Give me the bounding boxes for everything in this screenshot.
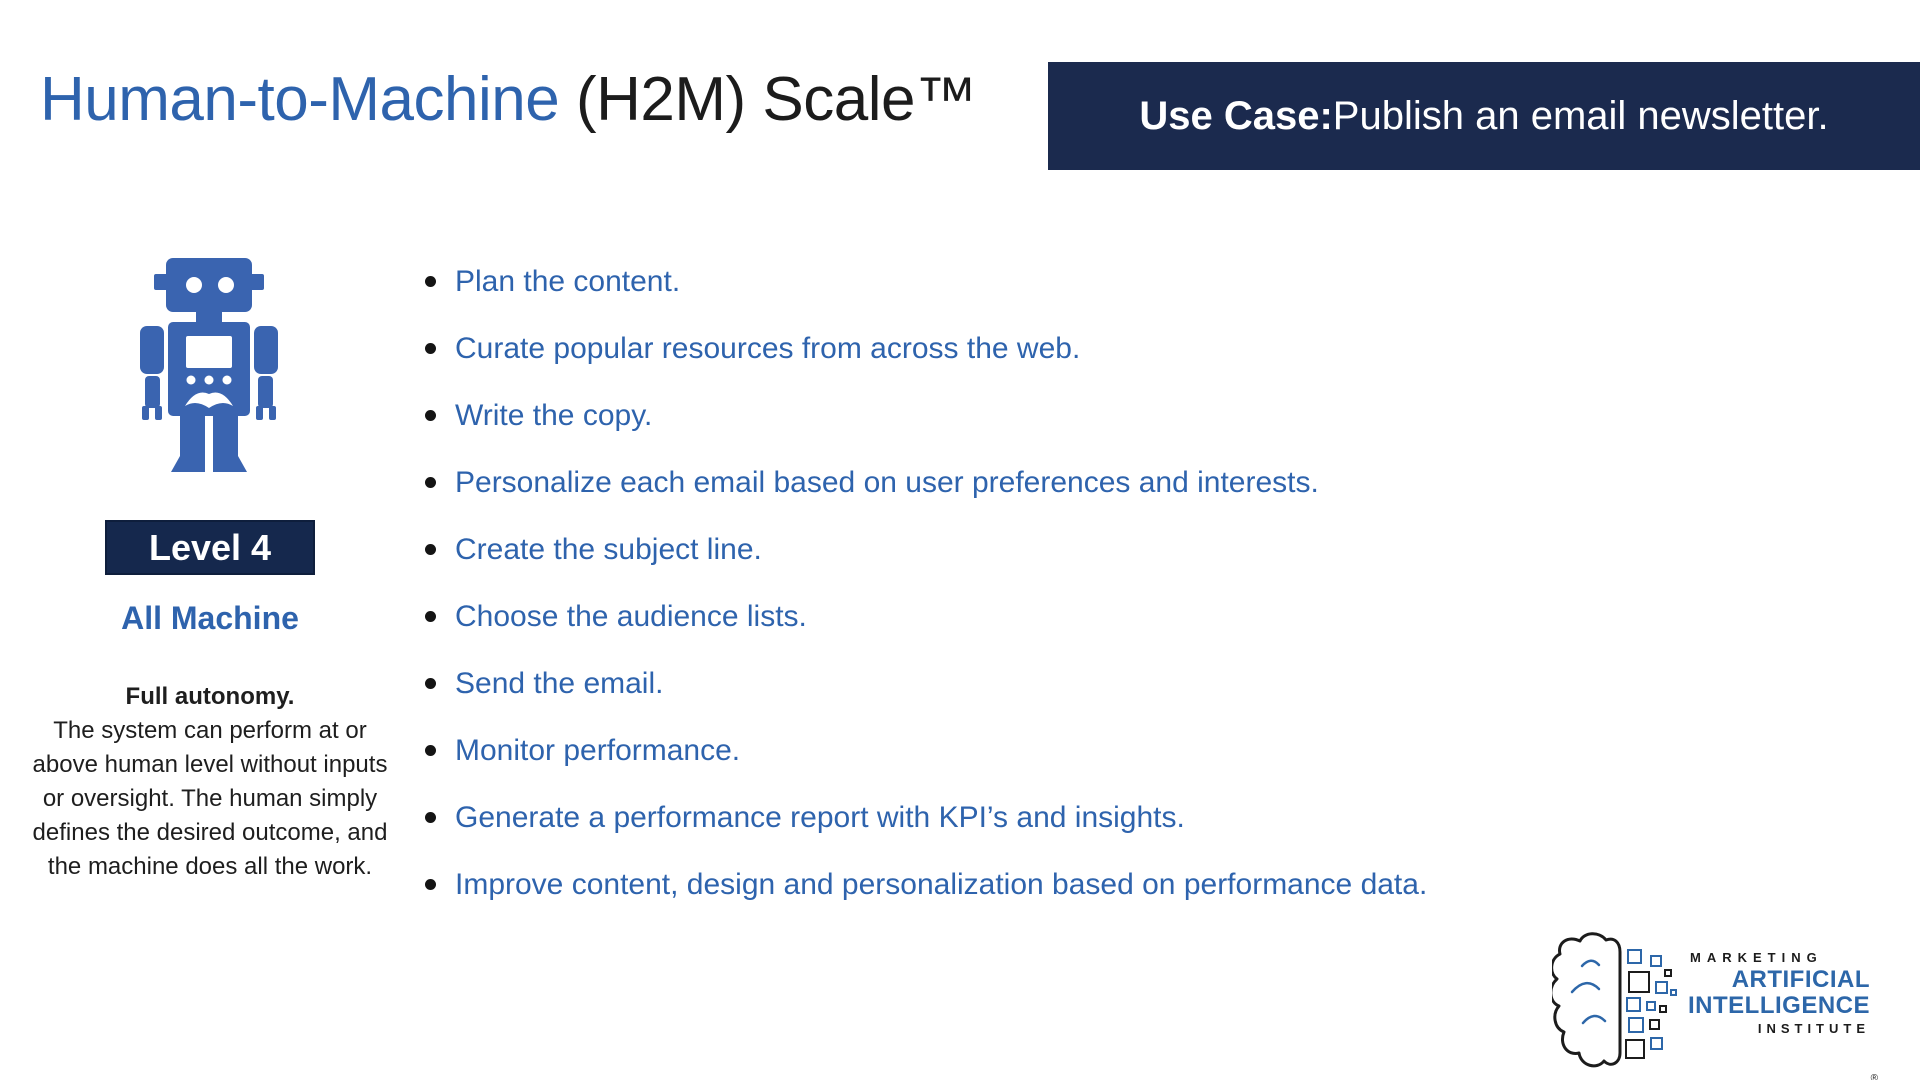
level-name: All Machine bbox=[121, 600, 299, 636]
task-item bbox=[425, 516, 1427, 583]
task-item bbox=[425, 717, 1427, 784]
task-label: Improve content, design and personalization based on performance data. bbox=[455, 867, 1428, 901]
logo-wordmark bbox=[1688, 950, 1878, 1080]
task-label: Choose the audience lists. bbox=[455, 599, 807, 633]
task-label: Write the copy. bbox=[455, 398, 653, 432]
bullet-dot-icon bbox=[425, 745, 436, 756]
level-badge-label: Level 4 bbox=[148, 526, 272, 568]
marketing-ai-institute-logo bbox=[1552, 930, 1912, 1080]
task-label: Personalize each email based on user preferences and interests. bbox=[455, 465, 1319, 499]
use-case-label: Use Case: bbox=[1139, 93, 1333, 138]
use-case-text: Publish an email newsletter. bbox=[1332, 93, 1829, 138]
task-item bbox=[425, 382, 1427, 449]
bullet-dot-icon bbox=[425, 276, 436, 287]
bullet-dot-icon bbox=[425, 410, 436, 421]
task-label: Create the subject line. bbox=[455, 532, 762, 566]
robot-icon bbox=[138, 256, 280, 478]
page-title bbox=[40, 66, 976, 134]
logo-line-institute: INSTITUTE bbox=[1757, 1021, 1870, 1036]
bullet-dot-icon bbox=[425, 343, 436, 354]
bullet-dot-icon bbox=[425, 678, 436, 689]
level-description-body: The system can perform at or above human level without inputs or oversight. The human simply defines the desired outcome, and the machine does all the work. bbox=[32, 717, 388, 880]
level-description bbox=[30, 680, 390, 884]
bullet-dot-icon bbox=[425, 812, 436, 823]
task-item bbox=[425, 851, 1427, 918]
brain-pixel-logo-icon bbox=[1552, 930, 1688, 1080]
task-item bbox=[425, 315, 1427, 382]
title-rest: (H2M) Scale™ bbox=[559, 65, 977, 134]
task-label: Generate a performance report with KPI’s and insights. bbox=[455, 800, 1185, 834]
task-item bbox=[425, 650, 1427, 717]
task-label: Plan the content. bbox=[455, 264, 681, 298]
logo-line-marketing: MARKETING bbox=[1690, 950, 1823, 965]
title-highlight: Human-to-Machine bbox=[40, 65, 560, 134]
level-badge bbox=[105, 520, 315, 575]
registered-mark: ® bbox=[1870, 1073, 1878, 1080]
level-description-lead: Full autonomy. bbox=[125, 683, 295, 710]
logo-line-artificial: ARTIFICIAL bbox=[1731, 966, 1870, 993]
bullet-dot-icon bbox=[425, 879, 436, 890]
task-label: Monitor performance. bbox=[455, 733, 741, 767]
task-list bbox=[425, 248, 1427, 918]
task-item bbox=[425, 583, 1427, 650]
task-label: Send the email. bbox=[455, 666, 664, 700]
task-label: Curate popular resources from across the web. bbox=[455, 331, 1081, 365]
bullet-dot-icon bbox=[425, 477, 436, 488]
task-item bbox=[425, 248, 1427, 315]
logo-line-intelligence: INTELLIGENCE bbox=[1688, 992, 1871, 1019]
task-item bbox=[425, 784, 1427, 851]
bullet-dot-icon bbox=[425, 544, 436, 555]
use-case-banner bbox=[1048, 62, 1920, 170]
task-item bbox=[425, 449, 1427, 516]
bullet-dot-icon bbox=[425, 611, 436, 622]
